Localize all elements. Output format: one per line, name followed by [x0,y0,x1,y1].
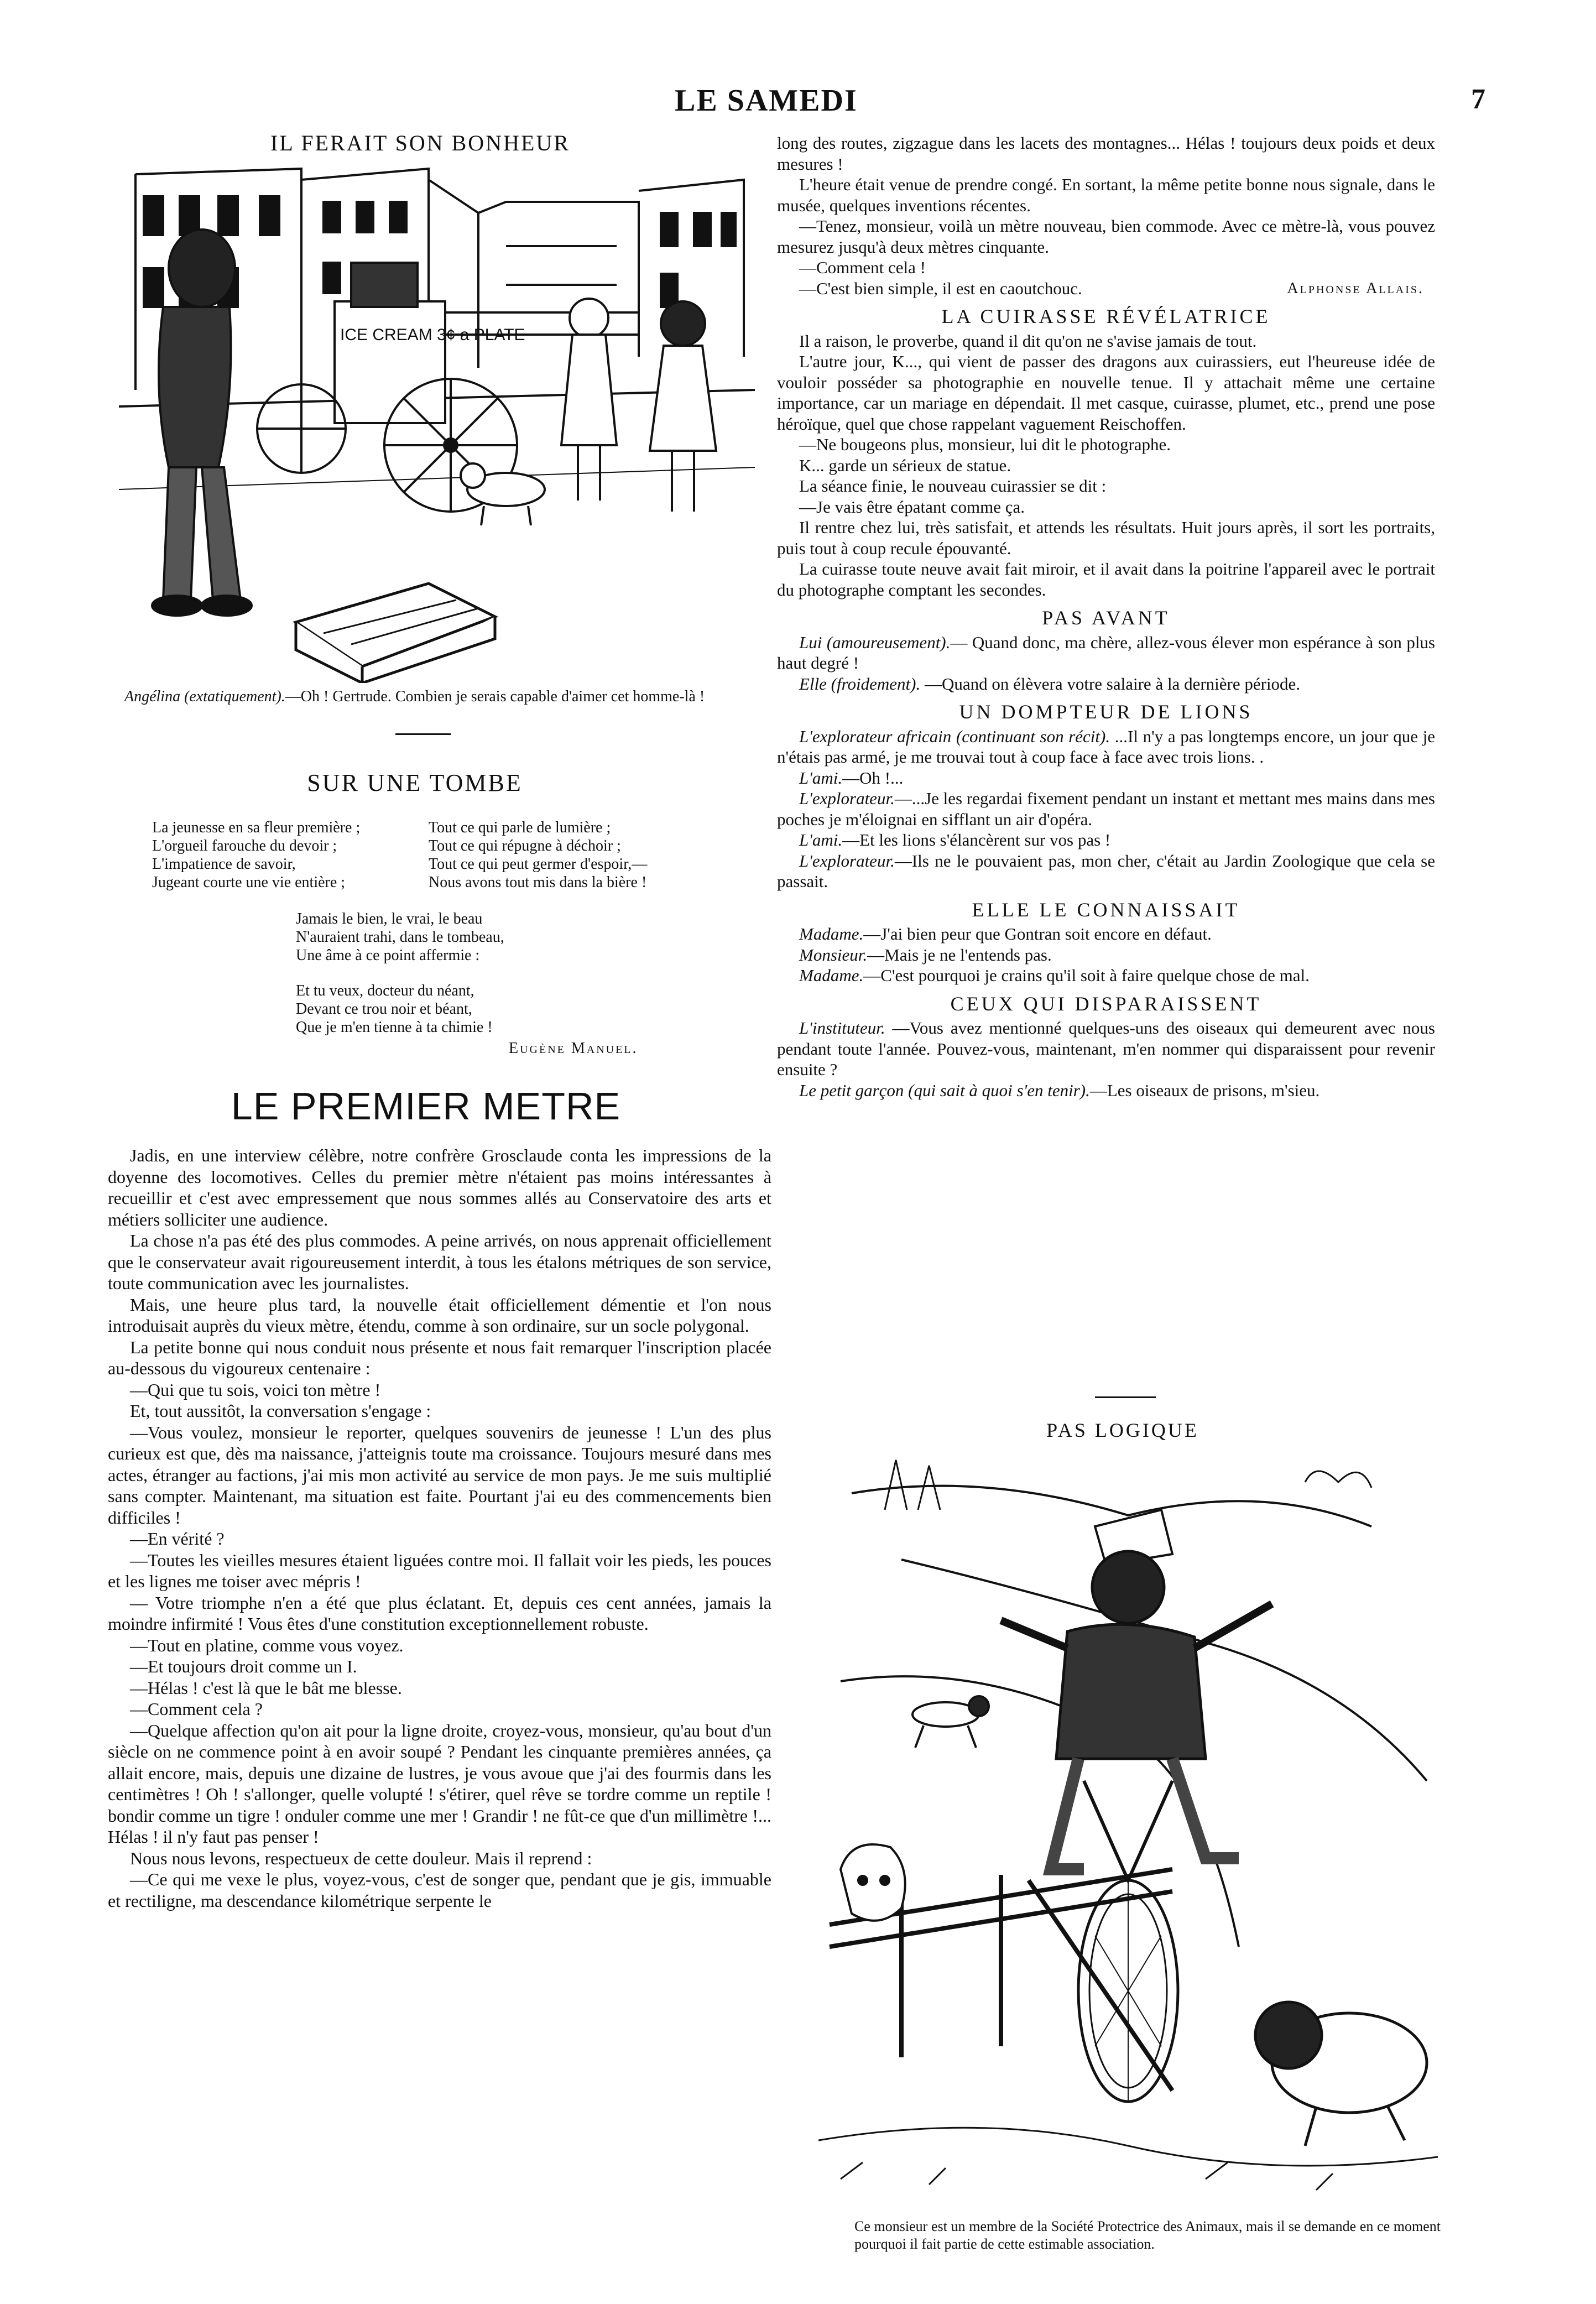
speaker: Madame. [799,924,864,944]
speaker: L'explorateur africain (continuant son récit). [799,726,1110,746]
poem-line: Jugeant courte une vie entière ; [152,874,346,891]
poem-line: Et tu veux, docteur du néant, [296,982,474,999]
poem-line: L'orgueil farouche du devoir ; [152,837,337,854]
paragraph: —Comment cela ! [799,258,926,277]
poem-line: Devant ce trou noir et béant, [296,1000,472,1018]
article-author: Alphonse Allais. [1287,279,1424,297]
poem-line: Tout ce qui peut germer d'espoir,— [429,856,648,873]
paragraph: Il rentre chez lui, très satisfait, et attends les résultats. Huit jours après, il sort les portraits, puis tout à coup recule épouvanté. [777,518,1435,558]
speaker: L'ami. [799,830,843,849]
paragraph: —Tout en platine, comme vous voyez. [130,1635,404,1655]
dialogue-line [777,726,1435,768]
paragraph: La petite bonne qui nous conduit nous présente et nous fait remarquer l'inscription placée au-dessous du vigoureux centenaire : [108,1337,771,1378]
cart-sign: ICE CREAM 3¢ a PLATE [340,326,525,344]
section-title-pas-avant: PAS AVANT [1042,607,1170,629]
right-column-text [777,133,1435,1101]
speaker: L'explorateur. [799,851,895,870]
paragraph: —Qui que tu sois, voici ton mètre ! [130,1379,381,1400]
poem-line: L'impatience de savoir, [152,856,296,873]
divider [1095,1396,1156,1398]
paragraph: —Toutes les vieilles mesures étaient liguées contre moi. Il fallait voir les pieds, les pouces et les lignes me toiser avec mépris ! [108,1550,771,1591]
section-title-connaissait: ELLE LE CONNAISSAIT [972,898,1240,921]
paragraph: L'autre jour, K..., qui vient de passer des dragons aux cuirassiers, eut l'heureuse idée de vouloir posséder sa photographie en nouvelle tenue. Il y attachait même une certaine importance, car un mariage en dépendait. Il met casque, cuirasse, plumet, etc., prend une pose héroïque, quel que chose rappelant vaguement Reischoffen. [777,352,1435,434]
poem-line: N'auraient trahi, dans le tombeau, [296,929,504,946]
speaker: L'instituteur. [799,1018,885,1038]
illustration-cyclist-dogs [818,1449,1438,2212]
illustration-title-pas-logique: PAS LOGIQUE [1046,1419,1199,1441]
paragraph: La séance finie, le nouveau cuirassier se dit : [799,476,1107,496]
article-body [108,1145,771,1911]
speaker: L'ami. [799,768,843,788]
paragraph: —Quelque affection qu'on ait pour la ligne droite, croyez-vous, monsieur, qu'au bout d'un siècle on ne commence point à en avoir soupé ? Pendant les cinquante premières années, ça allait encore, mais, depuis une dizaine de lustres, je vous avoue que j'ai des fourmis dans les centimètres ! Oh ! s'allonger, quelle volupté ! s'étirer, quel rêve se tordre comme un reptile ! bondir comme un tigre ! onduler comme une mer ! Grandir ! ne fût-ce que d'un millimètre !... Hélas ! il n'y faut pas penser ! [108,1720,771,1847]
divider [395,733,451,735]
paragraph: —Vous voulez, monsieur le reporter, quelques souvenirs de jeunesse ! L'un des plus curieux est que, dès ma naissance, j'atteignis toute ma croissance. Toujours mesuré dans mes actes, étranger au factions, j'ai mis mon activité au service de mon pays. Je me suis multiplié sans compter. Maintenant, ma situation est faite. Pourtant j'ai eu des commencements bien difficiles ! [108,1422,771,1528]
paragraph: L'heure était venue de prendre congé. En sortant, la même petite bonne nous signale, dans le musée, quelques inventions récentes. [777,175,1435,215]
line-text: —Ils ne le pouvaient pas, mon cher, c'était au Jardin Zoologique que cela se passait. [777,851,1435,891]
caption-speaker: Angélina (extatiquement). [124,688,285,705]
paragraph: —Tenez, monsieur, voilà un mètre nouveau, bien commode. Avec ce mètre-là, vous pouvez mesurez jusqu'à deux mètres cinquante. [777,216,1435,257]
illustration-title: IL FERAIT SON BONHEUR [270,131,570,155]
speaker: Lui (amoureusement). [799,632,951,652]
paragraph-text: —C'est bien simple, il est en caoutchouc. [799,278,1082,298]
section-title-dompteur: UN DOMPTEUR DE LIONS [959,701,1253,723]
paragraph: — Votre triomphe n'en a été que plus éclatant. Et, depuis ces cent années, jamais la moindre infirmité ! Vous êtes d'une constitution exceptionnellement robuste. [108,1592,771,1634]
section-title-cuirasse: LA CUIRASSE RÉVÉLATRICE [941,305,1271,327]
poem-line: Tout ce qui parle de lumière ; [429,819,611,836]
dialogue-line [777,965,1435,986]
dialogue-line [777,830,1435,851]
page-number: 7 [1471,84,1485,115]
speaker: Elle (froidement). [799,674,921,694]
line-text: —Et les lions s'élancèrent sur vos pas ! [842,830,1111,849]
dialogue-line [777,945,1435,966]
caption-text: —Oh ! Gertrude. Combien je serais capable d'aimer cet homme-là ! [285,688,705,705]
illustration-caption [124,687,744,706]
paragraph: —En vérité ? [130,1529,225,1549]
line-text: — Quand donc, ma chère, allez-vous élever mon espérance à son plus haut degré ! [777,632,1435,673]
paragraph: Mais, une heure plus tard, la nouvelle était officiellement démentie et l'on nous introduisait auprès du vieux mètre, étendu, comme à son ordinaire, sur un socle polygonal. [108,1294,771,1336]
paragraph: —Ce qui me vexe le plus, voyez-vous, c'est de songer que, pendant que je gis, immuable et rectiligne, ma descendance kilométrique serpente le [108,1869,771,1911]
paragraph: —Et toujours droit comme un I. [130,1656,357,1676]
poem-stanza-1-left [152,819,418,892]
paragraph: Jadis, en une interview célèbre, notre confrère Grosclaude conta les impressions de la doyenne des locomotives. Celles du premier mètre n'étaient pas moins intéressantes à recueillir et c'est avec empressement que nous sommes allés au Conservatoire des arts et métiers solliciter une audience. [108,1145,771,1229]
paragraph [777,278,1435,299]
dialogue-line [777,1018,1435,1080]
poem-line: Jamais le bien, le vrai, le beau [296,910,483,927]
dialogue-line [777,788,1435,830]
line-text: ...Il n'y a pas longtemps encore, un jour que je n'étais pas armé, je me trouvai tout à coup face à face avec trois lions. . [777,726,1436,767]
poem-line: Une âme à ce point affermie : [296,947,480,964]
speaker: L'explorateur. [799,789,895,808]
poem-stanza-3 [296,982,572,1036]
illustration-caption-pas-logique: Ce monsieur est un membre de la Société Protectrice des Animaux, mais il se demande en ce moment pourquoi il fait partie de cette estimable association. [854,2218,1441,2252]
poem-line: La jeunesse en sa fleur première ; [152,819,361,836]
poem-line: Tout ce qui répugne à déchoir ; [429,837,621,854]
section-title-disparaissent: CEUX QUI DISPARAISSENT [950,992,1262,1015]
poem-line: Nous avons tout mis dans la bière ! [429,874,647,891]
paragraph: La cuirasse toute neuve avait fait miroir, et il avait dans la poitrine l'appareil avec le portrait du photographe comptant les secondes. [777,559,1435,600]
line-text: —Mais je ne l'entends pas. [867,945,1052,965]
line-text: —Oh !... [842,768,904,788]
poem-stanza-1-right [429,819,705,892]
paragraph: —Je vais être épatant comme ça. [799,497,1025,517]
line-text: —C'est pourquoi je crains qu'il soit à faire quelque chose de mal. [863,966,1310,985]
paragraph: Il a raison, le proverbe, quand il dit qu'on ne s'avise jamais de tout. [799,331,1257,351]
paragraph: long des routes, zigzague dans les lacets des montagnes... Hélas ! toujours deux poids et deux mesures ! [777,133,1435,174]
line-text: —Les oiseaux de prisons, m'sieu. [1089,1080,1320,1100]
paragraph: —Comment cela ? [130,1699,263,1719]
dialogue-line [777,768,1435,789]
speaker: Monsieur. [799,945,868,965]
article-title: LE PREMIER METRE [231,1085,621,1128]
dialogue-line [777,851,1435,892]
speaker: Madame. [799,966,864,985]
poem-title: SUR UNE TOMBE [307,769,523,796]
poem-author: Eugène Manuel. [509,1040,638,1057]
paragraph: —Hélas ! c'est là que le bât me blesse. [130,1677,402,1698]
speaker: Le petit garçon (qui sait à quoi s'en tenir). [799,1080,1090,1100]
paragraph: Et, tout aussitôt, la conversation s'engage : [130,1401,431,1421]
poem-stanza-2 [296,910,572,965]
line-text: —...Je les regardai fixement pendant un instant et mettant mes mains dans mes poches je m'éloignai en sifflant un air d'opéra. [777,789,1435,829]
line-text: —Quand on élèvera votre salaire à la dernière période. [920,674,1301,694]
poem-line: Que je m'en tienne à ta chimie ! [296,1019,493,1036]
paragraph: La chose n'a pas été des plus commodes. A peine arrivés, on nous apprenait officiellement que le conservateur avait rigoureusement interdit, à tous les étalons métriques de son service, toute communication avec les journalistes. [108,1231,771,1293]
illustration-ice-cream-street [119,158,755,683]
paragraph: —Ne bougeons plus, monsieur, lui dit le photographe. [799,435,1171,454]
paragraph: K... garde un sérieux de statue. [799,455,1011,475]
newspaper-title: LE SAMEDI [675,84,858,118]
paragraph: Nous nous levons, respectueux de cette douleur. Mais il reprend : [130,1848,592,1868]
dialogue-line [777,924,1435,945]
line-text: —J'ai bien peur que Gontran soit encore en défaut. [863,924,1212,944]
dialogue-line [777,674,1435,695]
dialogue-line [777,1080,1435,1101]
line-text: —Vous avez mentionné quelques-uns des oiseaux qui demeurent avec nous pendant toute l'année. Pouvez-vous, maintenant, m'en nommer qui disparaissent pour revenir ensuite ? [777,1018,1435,1079]
dialogue-line [777,632,1435,674]
